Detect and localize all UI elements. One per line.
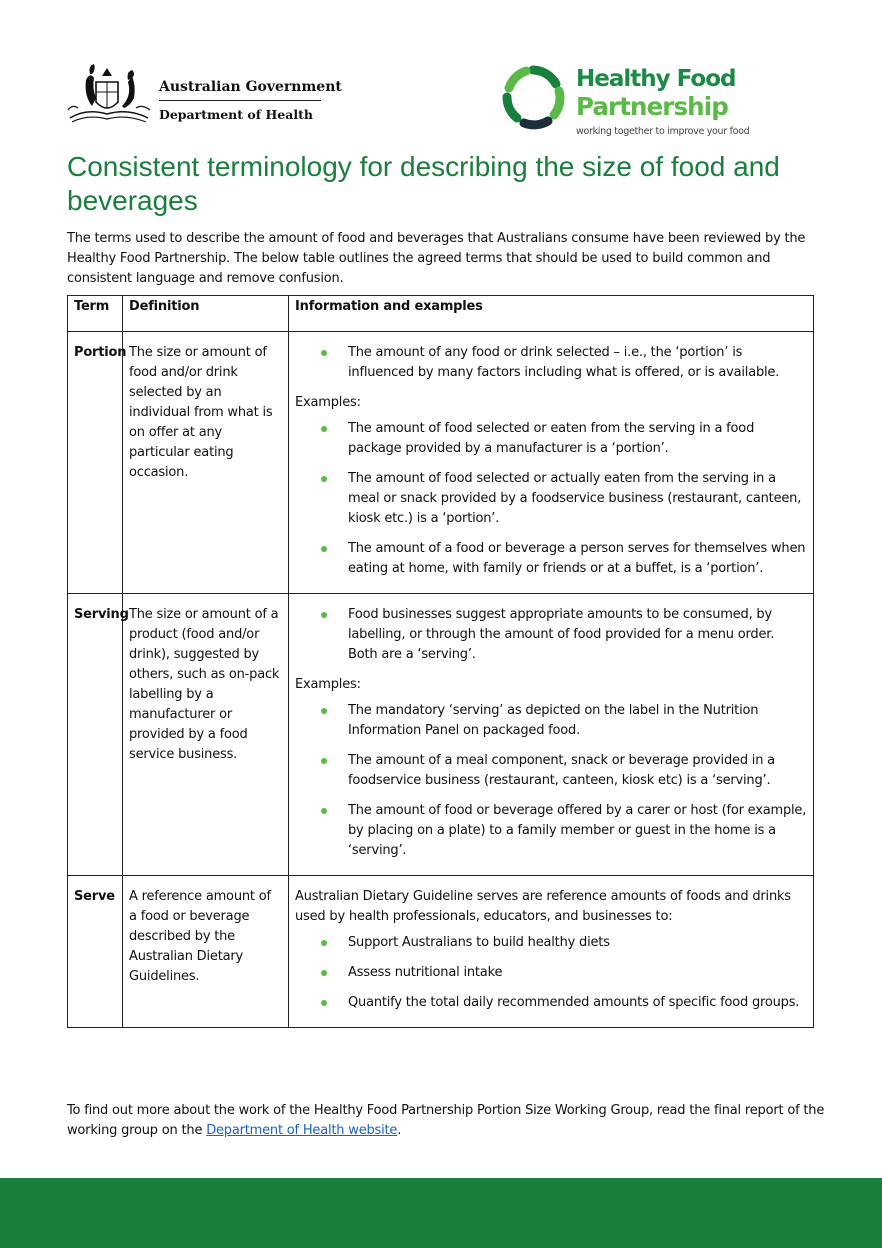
government-name: Australian Government: [159, 79, 342, 95]
partnership-ring-icon: [500, 64, 566, 130]
examples-label: Examples:: [295, 677, 361, 692]
hfp-name-line1: Healthy Food: [576, 66, 736, 92]
information-cell: [289, 876, 814, 1028]
bullet-list: [295, 419, 807, 579]
list-item: The amount of food selected or eaten from the serving in a food package provided by a manufacturer is a ‘portion’.: [295, 419, 807, 459]
footer-text-before: To find out more about the work of the Healthy Food Partnership Portion Size Working Group, read the final report of the working group on the: [67, 1103, 825, 1138]
header-term: Term: [68, 296, 123, 332]
definition-cell: The size or amount of a product (food and/or drink), suggested by others, such as on-pack labelling by a manufacturer or provided by a food service business.: [123, 594, 289, 876]
list-item: The amount of food or beverage offered by a carer or host (for example, by placing on a plate) to a family member or guest in the home is a ‘serving’.: [295, 801, 807, 861]
list-item: The amount of any food or drink selected – i.e., the ‘portion’ is influenced by many factors including what is offered, or is available.: [295, 343, 807, 383]
hfp-tagline: working together to improve your food: [576, 126, 750, 137]
coat-of-arms-icon: [66, 62, 152, 126]
information-cell: [289, 594, 814, 876]
footer-paragraph: [67, 1101, 827, 1141]
information-cell: [289, 332, 814, 594]
intro-paragraph: The terms used to describe the amount of food and beverages that Australians consume have been reviewed by the Healthy Food Partnership. The below table outlines the agreed terms that should be used to build common and consistent language and remove confusion.: [67, 231, 806, 286]
list-item: The amount of a meal component, snack or beverage provided in a foodservice business (restaurant, canteen, kiosk etc) is a ‘serving’.: [295, 751, 807, 791]
list-item: Food businesses suggest appropriate amounts to be consumed, by labelling, or through the amount of food provided for a menu order. Both are a ‘serving’.: [295, 605, 807, 665]
footer-text-after: .: [397, 1123, 402, 1138]
australian-government-logo: [66, 62, 342, 128]
department-name: Department of Health: [159, 107, 313, 122]
list-item: The mandatory ‘serving’ as depicted on the label in the Nutrition Information Panel on packaged food.: [295, 701, 807, 741]
healthy-food-partnership-logo: [500, 62, 760, 142]
header-definition: Definition: [123, 296, 289, 332]
bullet-list: [295, 933, 807, 1013]
table-header-row: [68, 296, 814, 332]
definition-cell: The size or amount of food and/or drink selected by an individual from what is on offer at any particular eating occasion.: [123, 332, 289, 594]
examples-label: Examples:: [295, 395, 361, 410]
footer-band: [0, 1178, 882, 1248]
term-cell: Portion: [68, 332, 123, 594]
header-information: Information and examples: [289, 296, 814, 332]
serve-intro: Australian Dietary Guideline serves are reference amounts of foods and drinks used by health professionals, educators, and businesses to:: [295, 889, 791, 924]
table-row: [68, 332, 814, 594]
list-item: The amount of a food or beverage a person serves for themselves when eating at home, with family or friends or at a buffet, is a ‘portion’.: [295, 539, 807, 579]
bullet-list: [295, 605, 807, 665]
logo-divider: [159, 100, 321, 101]
table-row: [68, 876, 814, 1028]
term-cell: Serve: [68, 876, 123, 1028]
page-title: Consistent terminology for describing the size of food and beverages: [67, 151, 780, 216]
list-item: Assess nutritional intake: [295, 963, 807, 983]
list-item: Quantify the total daily recommended amounts of specific food groups.: [295, 993, 807, 1013]
hfp-name-line2: Partnership: [576, 92, 728, 121]
term-cell: Serving: [68, 594, 123, 876]
definition-cell: A reference amount of a food or beverage described by the Australian Dietary Guidelines.: [123, 876, 289, 1028]
terminology-table: [67, 295, 814, 1028]
bullet-list: [295, 343, 807, 383]
bullet-list: [295, 701, 807, 861]
table-row: [68, 594, 814, 876]
department-website-link[interactable]: Department of Health website: [206, 1123, 398, 1138]
list-item: Support Australians to build healthy diets: [295, 933, 807, 953]
list-item: The amount of food selected or actually eaten from the serving in a meal or snack provided by a foodservice business (restaurant, canteen, kiosk etc.) is a ‘portion’.: [295, 469, 807, 529]
